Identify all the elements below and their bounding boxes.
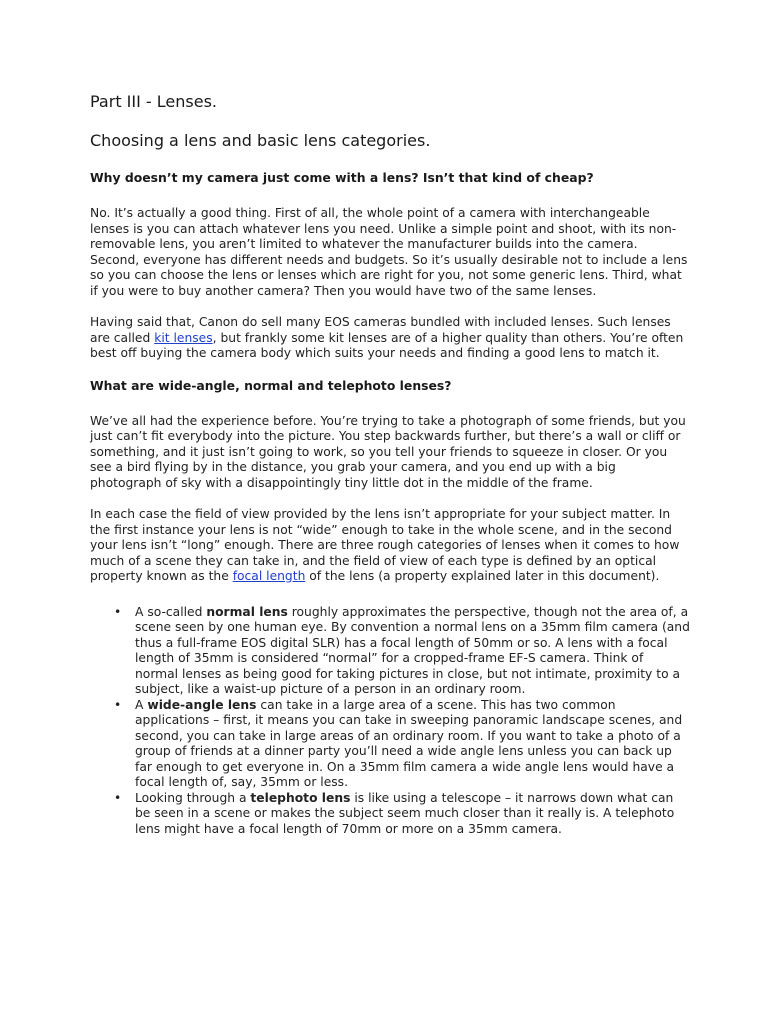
list-item-wide-angle-lens — [90, 698, 690, 791]
paragraph-4-text-a: In each case the field of view provided by the lens isn’t appropriate for your subject matter. In the first instance your lens is not “wide” enough to take in the whole scene, and in the second your lens isn’t “long” enough. There are three rough categories of lenses when it comes to how much of a scene they can take in, and the field of view of each type is defined by an optical property known as the — [90, 507, 680, 583]
document-body — [90, 92, 690, 837]
list-item-normal-lens — [90, 605, 690, 698]
list-item-text-post: is like using a telescope – it narrows down what can be seen in a scene or makes the subject seem much closer than it really is. A telephoto lens might have a focal length of 70mm or more on a 35mm camera. — [135, 790, 675, 836]
paragraph-3: We’ve all had the experience before. You’re trying to take a photograph of some friends, but you just can’t fit everybody into the picture. You step backwards further, but there’s a wall or cliff or something, and it just isn’t going to work, so you tell your friends to squeeze in closer. Or you see a bird flying by in the distance, you grab your camera, and you end up with a big photograph of sky with a disappointingly tiny little dot in the middle of the frame. — [90, 413, 686, 490]
section-title: Choosing a lens and basic lens categories. — [90, 131, 431, 150]
list-item-text-pre: Looking through a — [135, 790, 251, 805]
lens-category-list — [90, 605, 690, 838]
paragraph-2 — [90, 315, 690, 362]
part-title: Part III - Lenses. — [90, 92, 217, 111]
list-item-term: normal lens — [206, 604, 288, 619]
list-item-text-post: roughly approximates the perspective, though not the area of, a scene seen by one human eye. By convention a normal lens on a 35mm film camera (and thus a full-frame EOS digital SLR) has a focal length of 50mm or so. A lens with a focal length of 35mm is considered “normal” for a cropped-frame EF-S camera. Think of normal lenses as being good for taking pictures in close, but not intimate, proximity to a subject, like a waist-up picture of a person in an ordinary room. — [135, 604, 690, 696]
list-item-text-pre: A so-called — [135, 604, 207, 619]
kit-lenses-link[interactable]: kit lenses — [154, 330, 213, 345]
bullet-icon: • — [114, 697, 122, 712]
paragraph-2-text-a: Having said that, Canon do sell many EOS cameras bundled with included lenses. Such lenses are called — [90, 315, 671, 345]
question-heading-2: What are wide-angle, normal and telephoto lenses? — [90, 377, 452, 393]
list-item-term: telephoto lens — [250, 790, 351, 805]
focal-length-link[interactable]: focal length — [232, 569, 306, 583]
bullet-icon: • — [114, 604, 122, 619]
paragraph-4 — [90, 507, 690, 585]
list-item-telephoto-lens — [90, 791, 690, 838]
list-item-text-pre: A — [135, 697, 148, 712]
bullet-icon: • — [114, 790, 122, 805]
list-item-text-post: can take in a large area of a scene. This has two common applications – first, it means you can take in sweeping panoramic landscape scenes, and second, you can take in large areas of an ordinary room. If you want to take a photo of a group of friends at a dinner party you’ll need a wide angle lens unless you can back up far enough to get everyone in. On a 35mm film camera a wide angle lens would have a focal length of, say, 35mm or less. — [135, 697, 683, 789]
question-heading-1: Why doesn’t my camera just come with a lens? Isn’t that kind of cheap? — [90, 170, 594, 185]
paragraph-1: No. It’s actually a good thing. First of all, the whole point of a camera with interchangeable lenses is you can attach whatever lens you need. Unlike a simple point and shoot, with its non-removable lens, you aren’t limited to whatever the manufacturer builds into the camera. Second, everyone has different needs and budgets. So it’s usually desirable not to include a lens so you can choose the lens or lenses which are right for you, not some generic lens. Third, what if you were to buy another camera? Then you would have two of the same lenses. — [90, 206, 688, 298]
paragraph-4-text-b: of the lens (a property explained later in this document). — [305, 569, 660, 583]
list-item-term: wide-angle lens — [147, 697, 257, 712]
paragraph-2-text-b: , but frankly some kit lenses are of a higher quality than others. You’re often best off buying the camera body which suits your needs and finding a good lens to match it. — [90, 330, 684, 360]
